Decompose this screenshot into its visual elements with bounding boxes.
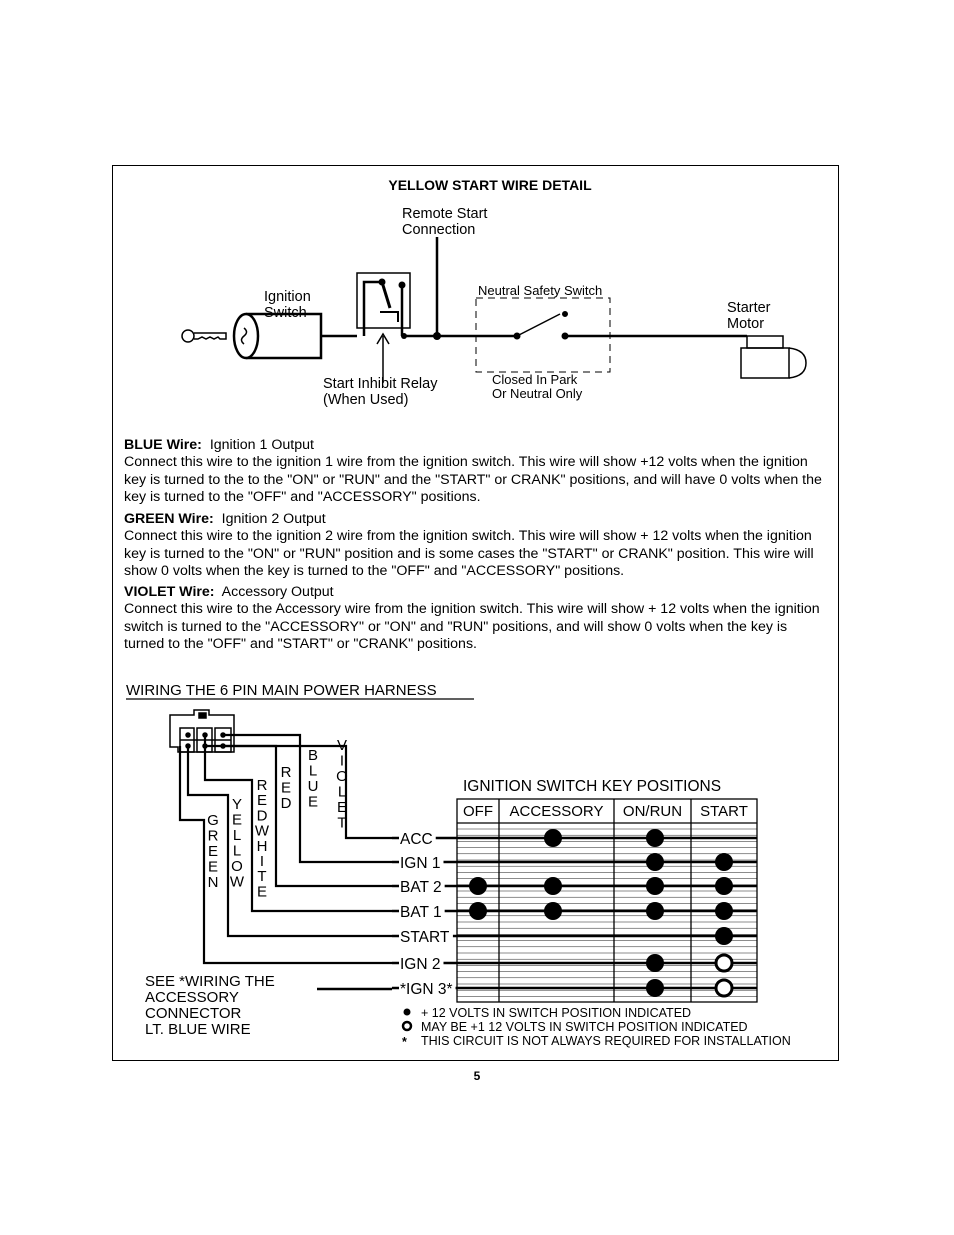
- on-dot: [646, 829, 664, 847]
- starter-motor-label: Starter Motor: [727, 300, 771, 332]
- wire-subtitle: Ignition 1 Output: [209, 437, 314, 453]
- wire-color-label: V I O L E T: [336, 737, 348, 832]
- green-wire-paragraph: [124, 511, 824, 580]
- wire-body: Connect this wire to the Accessory wire from the ignition switch. This wire will show + 12 volts when the ignition switch is turned to the "ACCESSORY" or "ON" and "RUN" positions, and will show 0 volts when the key is turned to the "OFF" and "START" or "CRANK" positions.: [124, 601, 820, 652]
- wire-color-label: G R E E N: [207, 812, 219, 891]
- table-column-header: OFF: [463, 803, 493, 820]
- blue-wire-paragraph: [124, 437, 824, 506]
- on-dot: [544, 877, 562, 895]
- wire-color-label: Y E L L O W: [229, 796, 245, 891]
- wire-color-label: R E D: [280, 764, 292, 812]
- wire-heading: GREEN Wire:: [124, 511, 214, 527]
- wire-body: Connect this wire to the ignition 1 wire from the ignition switch. This wire will show +12 volts when the ignition key is turned to the to the "ON" or "RUN" and the "START" or CRANK" positions, and will have 0 volts when the key is turned to the "OFF" and "ACCESSORY" positions.: [124, 454, 822, 505]
- on-dot: [646, 954, 664, 972]
- legend-item-text: THIS CIRCUIT IS NOT ALWAYS REQUIRED FOR INSTALLATION: [421, 1034, 791, 1048]
- on-dot: [469, 902, 487, 920]
- closed-in-park-label: Closed In Park Or Neutral Only: [492, 372, 583, 401]
- harness-title: WIRING THE 6 PIN MAIN POWER HARNESS: [126, 682, 437, 699]
- starter-motor-icon: [741, 336, 806, 378]
- on-dot: [715, 877, 733, 895]
- legend-asterisk: *: [402, 1035, 407, 1049]
- violet-wire-paragraph: [124, 584, 824, 653]
- on-dot: [544, 829, 562, 847]
- maybe-circle: [716, 955, 732, 971]
- start-inhibit-relay-label: Start Inhibit Relay (When Used): [323, 376, 438, 408]
- on-dot: [646, 853, 664, 871]
- on-dot: [646, 979, 664, 997]
- table-row-label: IGN 2: [400, 956, 441, 973]
- table-row-label: *IGN 3*: [400, 981, 453, 998]
- wire-subtitle: Accessory Output: [221, 584, 334, 600]
- wire-body: Connect this wire to the ignition 2 wire from the ignition switch. This wire will show + 12 volts when the ignition key is turned to the "ON" or "RUN" position and is some cases the "START" or CRANK" position. This wire will show 0 volts when the key is turned to the "OFF" and "ACCESSORY" positions.: [124, 528, 814, 579]
- table-row-label: BAT 1: [400, 904, 442, 921]
- legend: [402, 1006, 791, 1049]
- on-dot: [469, 877, 487, 895]
- on-dot: [544, 902, 562, 920]
- table-row-label: IGN 1: [400, 855, 441, 872]
- neutral-safety-switch-label: Neutral Safety Switch: [478, 283, 603, 298]
- table-column-header: ACCESSORY: [509, 803, 604, 820]
- start-inhibit-relay-icon: [357, 273, 410, 383]
- on-dot: [715, 902, 733, 920]
- on-dot: [715, 927, 733, 945]
- legend-filled-dot: [404, 1009, 411, 1016]
- table-row-label: START: [400, 929, 450, 946]
- page-number: 5: [473, 1069, 481, 1083]
- wire-heading: VIOLET Wire:: [124, 584, 215, 600]
- table-column-header: ON/RUN: [622, 803, 683, 820]
- wire-color-label: R E D W H I T E: [254, 777, 270, 901]
- on-dot: [715, 853, 733, 871]
- table-row-label: BAT 2: [400, 879, 442, 896]
- legend-item-text: MAY BE +1 12 VOLTS IN SWITCH POSITION INDICATED: [421, 1020, 748, 1034]
- on-dot: [646, 877, 664, 895]
- table-column-header: START: [700, 803, 748, 820]
- wire-subtitle: Ignition 2 Output: [221, 511, 326, 527]
- legend-open-circle: [403, 1022, 411, 1030]
- table-row-label: ACC: [400, 831, 433, 848]
- key-icon: [182, 330, 226, 342]
- remote-start-label: Remote Start Connection: [402, 206, 488, 238]
- ignition-switch-label: Ignition Switch: [264, 289, 311, 321]
- see-note: SEE *WIRING THE ACCESSORY CONNECTOR LT. BLUE WIRE: [145, 973, 275, 1038]
- legend-item-text: + 12 VOLTS IN SWITCH POSITION INDICATED: [421, 1006, 692, 1020]
- on-dot: [646, 902, 664, 920]
- wire-heading: BLUE Wire:: [124, 437, 202, 453]
- start-detail-title: YELLOW START WIRE DETAIL: [388, 177, 592, 193]
- maybe-circle: [716, 980, 732, 996]
- key-positions-title: IGNITION SWITCH KEY POSITIONS: [463, 778, 722, 795]
- key-positions-table: [392, 799, 757, 1002]
- wire-color-label: B L U E: [307, 747, 319, 811]
